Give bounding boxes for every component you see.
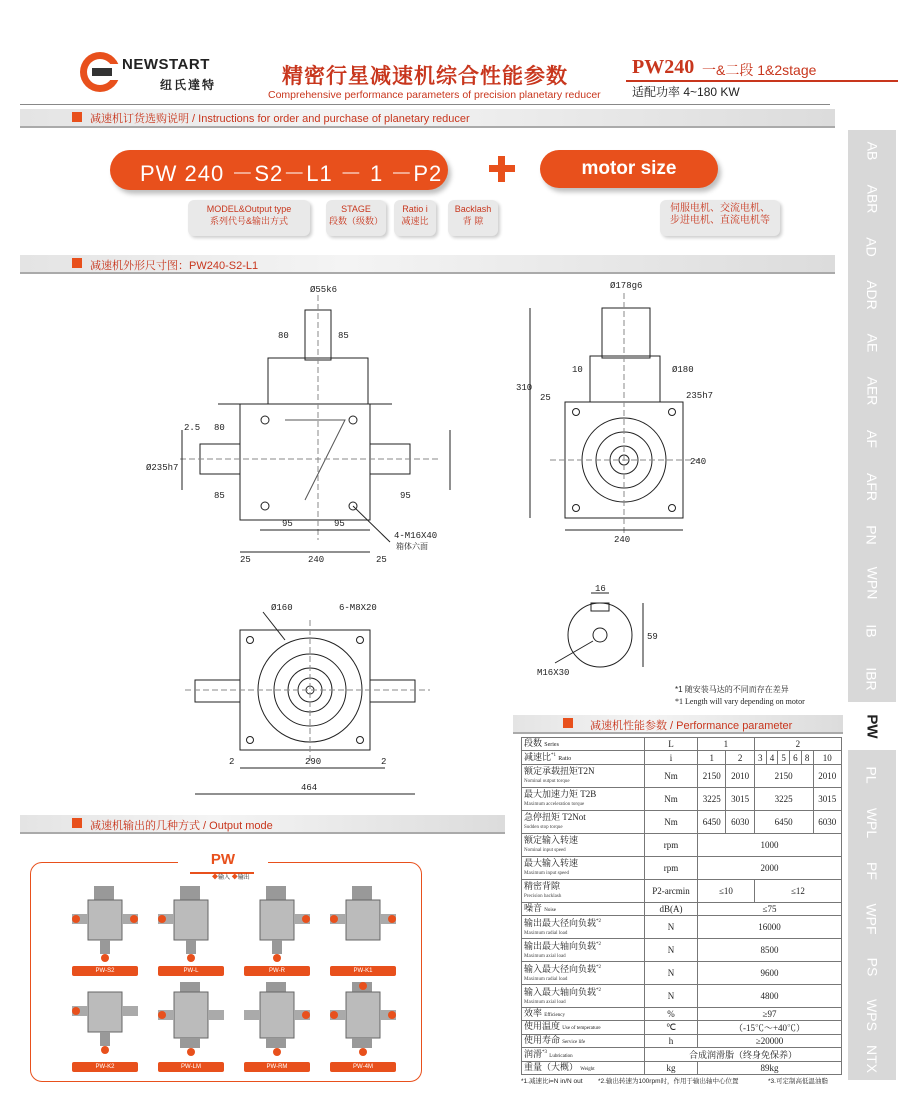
cell-value: 3015 <box>726 788 754 811</box>
annotation-motor <box>660 200 780 236</box>
footnote-2: *2.输出转速为100rpm时，作用于输出轴中心位置 <box>598 1078 739 1085</box>
cell-value: ≤12 <box>754 880 841 903</box>
cell-label-en: Series <box>544 741 559 748</box>
dim-front-thread: 4-M16X40 <box>394 531 438 541</box>
mode-card-r <box>238 884 316 976</box>
table-row <box>522 962 842 985</box>
cell-ratio: 1 <box>698 751 726 765</box>
cell-ratio: 10 <box>813 751 841 765</box>
cell-label-en: Nominal output torque <box>524 778 570 784</box>
tab-ad[interactable] <box>848 226 896 267</box>
cell-value: 2000 <box>698 857 842 880</box>
mode-label: PW-K2 <box>72 1062 138 1072</box>
cell-value: 6450 <box>698 811 726 834</box>
tab-label: PF <box>863 861 880 880</box>
dim-side-shaft: Ø178g6 <box>610 281 643 291</box>
tab-ae[interactable] <box>848 322 896 363</box>
cell-ratio: 3 <box>754 751 766 765</box>
dim-side-240v: 240 <box>690 457 707 467</box>
annotation-model-en: MODEL&Output type <box>206 204 292 214</box>
dim-top-2b: 2 <box>381 757 387 767</box>
cell-value: 4800 <box>698 985 842 1008</box>
annotation-backlash-cn: 背 隙 <box>462 216 484 226</box>
dim-side-flange: 235h7 <box>686 391 714 401</box>
tab-pl[interactable] <box>848 754 896 795</box>
section-marker <box>563 718 573 728</box>
section-marker <box>72 258 82 268</box>
cell-ratio: 6 <box>790 751 802 765</box>
tab-abr[interactable] <box>848 178 896 219</box>
cell-unit: N <box>645 985 698 1008</box>
gearbox-k2-icon <box>66 980 144 1060</box>
mode-card-l <box>152 884 230 976</box>
cell-label: 段数 <box>524 737 543 748</box>
cell-unit: N <box>645 962 698 985</box>
cell-label: 最大加速力矩 T2B <box>524 788 597 799</box>
cell-ratio: 4 <box>766 751 778 765</box>
cell-unit: Nm <box>645 765 698 788</box>
motor-note-2: 步进电机、直流电机等 <box>670 215 770 226</box>
tab-label: PW <box>863 713 881 739</box>
cell-label: 输入最大径向负载 <box>524 963 597 974</box>
cell-unit: Nm <box>645 788 698 811</box>
series-tab-strip <box>848 130 896 1080</box>
cell-label-en: Noise <box>544 907 556 913</box>
section-marker <box>72 112 82 122</box>
tab-af[interactable] <box>848 418 896 459</box>
dim-front-25b: 25 <box>376 555 387 565</box>
cell-label-en: Maximum input speed <box>524 870 569 876</box>
cell-unit: rpm <box>645 857 698 880</box>
output-mode-grid <box>38 884 414 1074</box>
tab-label: NTX <box>864 1044 880 1073</box>
order-code: PW 240 －S2－L1 － 1 －P2 <box>140 161 443 186</box>
table-row <box>522 985 842 1008</box>
cell-value: 16000 <box>698 916 842 939</box>
cell-label-en: Maximum radial load <box>524 976 568 982</box>
tab-pw[interactable] <box>848 702 896 750</box>
dim-key-thread: M16X30 <box>537 668 570 678</box>
brand-name: NEWSTART <box>122 56 210 73</box>
section-title-dimensions: 减速机外形尺寸图：PW240-S2-L1 <box>90 260 259 272</box>
annotation-backlash-en: Backlash <box>454 204 492 214</box>
tab-afr[interactable] <box>848 466 896 507</box>
tab-label: WPF <box>863 902 880 935</box>
table-row <box>522 880 842 903</box>
table-row <box>522 1035 842 1048</box>
dim-front-80: 80 <box>278 331 289 341</box>
tab-pn[interactable] <box>848 514 896 555</box>
cell-value: 8500 <box>698 939 842 962</box>
cell-label: 输入最大轴向负载 <box>524 986 597 997</box>
cell-sup: *2 <box>596 987 602 993</box>
legend-row <box>212 872 250 881</box>
cell-value: 6030 <box>726 811 754 834</box>
cell-unit: kg <box>645 1062 698 1075</box>
cell-sup: *2 <box>596 964 602 970</box>
cell-label-en: Service life <box>562 1039 586 1045</box>
cell-value: 2150 <box>754 765 813 788</box>
tab-label: WPS <box>863 998 880 1031</box>
annotation-ratio-cn: 减速比 <box>401 216 429 226</box>
cell-unit: dB(A) <box>645 903 698 916</box>
cell-value: 合成润滑脂（终身免保养） <box>645 1048 842 1062</box>
cell-value: 3225 <box>754 788 813 811</box>
table-row <box>522 834 842 857</box>
dim-side-310: 310 <box>516 383 533 393</box>
cell-sup: *1 <box>551 753 557 758</box>
tab-wpl[interactable] <box>848 802 896 843</box>
gearbox-lm-icon <box>152 980 230 1060</box>
table-row <box>522 788 842 811</box>
dim-front-85: 85 <box>338 331 349 341</box>
motor-note-1: 伺服电机、交流电机、 <box>670 203 770 214</box>
dim-front-shaft: Ø55k6 <box>310 285 338 295</box>
motor-size-label: motor size <box>581 158 677 179</box>
gearbox-k1-icon <box>324 884 402 964</box>
front-view-drawing <box>140 280 500 575</box>
cell-value: ≥20000 <box>698 1035 842 1048</box>
dim-side-25: 25 <box>540 393 551 403</box>
cell-label: 急停扭矩 T2Not <box>524 811 586 822</box>
mode-label: PW-LM <box>158 1062 224 1072</box>
table-row <box>522 903 842 916</box>
annotation-model-cn: 系列代号&输出方式 <box>209 216 288 226</box>
cell-unit: N <box>645 916 698 939</box>
cell-value: 3015 <box>813 788 841 811</box>
cell-stage2: 2 <box>754 738 841 751</box>
dim-side-240h: 240 <box>614 535 631 545</box>
cell-ratio: 2 <box>726 751 754 765</box>
tab-label: AE <box>864 333 880 352</box>
legend-output: 输出 <box>237 875 250 881</box>
cell-value: （-15℃～+40℃） <box>698 1021 842 1035</box>
cell-value: ≥97 <box>698 1008 842 1021</box>
brand-cn: 纽氏達特 <box>160 78 217 92</box>
cell-value: 2010 <box>813 765 841 788</box>
annotation-ratio-en: Ratio i <box>402 204 428 214</box>
mode-label: PW-L <box>158 966 224 976</box>
page-subtitle: Comprehensive performance parameters of precision planetary reducer <box>268 89 601 101</box>
gearbox-rm-icon <box>238 980 316 1060</box>
section-title-output: 减速机输出的几种方式 / Output mode <box>90 820 273 832</box>
dim-front-80b: 80 <box>214 423 225 433</box>
cell-ratio: 5 <box>778 751 790 765</box>
annotation-model <box>188 200 310 236</box>
tab-aer[interactable] <box>848 370 896 411</box>
cell-value: 1000 <box>698 834 842 857</box>
cell-label: 减速比 <box>524 752 552 762</box>
dim-key-59: 59 <box>647 632 658 642</box>
annotation-stage-cn: 段数（级数） <box>328 216 383 226</box>
cell-value: 9600 <box>698 962 842 985</box>
table-row <box>522 1062 842 1075</box>
cell-ratio: 8 <box>801 751 813 765</box>
cell-label-en: Precision backlash <box>524 893 562 899</box>
cell-value: 89kg <box>698 1062 842 1075</box>
tab-ibr[interactable] <box>848 658 896 699</box>
cell-label: 额定输入转速 <box>524 834 579 845</box>
dim-top-290: 290 <box>305 757 322 767</box>
section-marker <box>72 818 82 828</box>
output-arrow-icon: ◆ <box>231 875 238 881</box>
tab-label: PN <box>863 524 880 545</box>
tab-label: ABR <box>863 184 880 213</box>
cell-unit: h <box>645 1035 698 1048</box>
cell-sup: *2 <box>596 941 602 947</box>
annotation-stage <box>326 200 386 236</box>
tab-label: IBR <box>864 666 880 691</box>
cell-sup: *2 <box>596 918 602 924</box>
table-row <box>522 811 842 834</box>
dim-front-240: 240 <box>308 555 325 565</box>
cell-unit: ℃ <box>645 1021 698 1035</box>
cell-label: 额定承载扭矩T2N <box>524 765 595 776</box>
annotation-stage-en: STAGE <box>341 204 371 214</box>
dim-front-85b: 85 <box>214 491 225 501</box>
tab-adr[interactable] <box>848 274 896 315</box>
cell-unit: % <box>645 1008 698 1021</box>
cell-unit: L <box>645 738 698 751</box>
tab-label: IB <box>863 623 880 638</box>
mode-card-s2 <box>66 884 144 976</box>
cell-unit: N <box>645 939 698 962</box>
cell-label-en: Maximum axial load <box>524 999 566 1005</box>
annotation-backlash <box>448 200 498 236</box>
table-row <box>522 738 842 751</box>
cell-label: 输出最大径向负载 <box>524 917 597 928</box>
gearbox-r-icon <box>238 884 316 964</box>
header-divider <box>20 104 830 105</box>
mode-card-k2 <box>66 980 144 1072</box>
mode-label: PW-K1 <box>330 966 396 976</box>
tab-pf[interactable] <box>848 850 896 891</box>
cell-label: 精密背隙 <box>524 880 561 891</box>
table-row <box>522 1008 842 1021</box>
dim-front-95c: 95 <box>400 491 411 501</box>
motor-length-note-en: *1 Length will vary depending on motor <box>675 697 805 706</box>
table-row <box>522 916 842 939</box>
tab-ib[interactable] <box>848 610 896 651</box>
tab-label: AER <box>863 376 880 405</box>
tab-label: WPL <box>864 807 880 838</box>
table-row <box>522 751 842 765</box>
cell-unit: rpm <box>645 834 698 857</box>
plus-icon-vertical <box>498 156 505 182</box>
tab-ntx[interactable] <box>848 1038 896 1079</box>
mode-card-4m <box>324 980 402 1072</box>
tab-label: PS <box>864 957 880 976</box>
cell-label: 使用寿命 <box>524 1034 561 1045</box>
tab-label: PL <box>864 765 880 784</box>
table-row <box>522 939 842 962</box>
dim-front-95b: 95 <box>334 519 345 529</box>
gearbox-l-icon <box>152 884 230 964</box>
table-row <box>522 765 842 788</box>
dim-front-thread-cn: 箱体六面 <box>396 542 428 551</box>
tab-label: AD <box>863 236 880 257</box>
footnote-3: *3.可定制高低温油脂 <box>768 1078 828 1085</box>
cell-label-en: Nominal input speed <box>524 847 566 853</box>
annotation-ratio <box>394 200 436 236</box>
dim-front-25a: 25 <box>240 555 251 565</box>
tab-label: AB <box>864 141 880 160</box>
tab-label: WPN <box>863 566 880 599</box>
table-row <box>522 1048 842 1062</box>
cell-label: 噪音 <box>524 902 543 913</box>
motor-length-note-cn: *1 随安装马达的不同而存在差异 <box>675 685 789 694</box>
mode-label: PW-R <box>244 966 310 976</box>
mode-label: PW-S2 <box>72 966 138 976</box>
cell-label-en: Maximum acceleration torque <box>524 801 585 807</box>
cell-label-en: Maximum axial load <box>524 953 566 959</box>
mode-label: PW-4M <box>330 1062 396 1072</box>
tab-ps[interactable] <box>848 946 896 987</box>
gearbox-s2-icon <box>66 884 144 964</box>
model-code: PW240 <box>632 56 695 78</box>
cell-label-en: Maximum radial load <box>524 930 568 936</box>
table-row <box>522 1021 842 1035</box>
cell-value: 3225 <box>698 788 726 811</box>
dim-front-2-5: 2.5 <box>184 423 201 433</box>
cell-unit: i <box>645 751 698 765</box>
input-arrow-icon: ◆ <box>212 875 219 881</box>
dim-key-16: 16 <box>595 584 606 594</box>
cell-label-en: Use of temperature <box>562 1026 601 1031</box>
cell-label: 使用温度 <box>524 1021 561 1031</box>
table-row <box>522 857 842 880</box>
tab-ab[interactable] <box>848 130 896 171</box>
footnote-1: *1.减速比i=N in/N out <box>521 1078 583 1085</box>
dim-front-flange: Ø235h7 <box>146 463 179 473</box>
cell-label: 润滑 <box>524 1049 543 1059</box>
section-title-performance: 减速机性能参数 / Performance parameter <box>590 720 793 732</box>
cell-value: 2150 <box>698 765 726 788</box>
output-modes-title: PW <box>210 851 236 868</box>
cell-label: 重量（大概） <box>524 1061 579 1072</box>
cell-value: 2010 <box>726 765 754 788</box>
model-underline <box>626 80 898 82</box>
cell-value: 6450 <box>754 811 813 834</box>
dim-side-180: Ø180 <box>672 365 694 375</box>
cell-label-en: Lubrication <box>549 1054 573 1059</box>
model-stage: 一&二段 1&2stage <box>702 62 817 78</box>
mode-card-rm <box>238 980 316 1072</box>
cell-label-en: Efficiency <box>544 1012 565 1018</box>
performance-table <box>521 737 842 1075</box>
mode-card-lm <box>152 980 230 1072</box>
legend-input: 输入 <box>218 875 231 881</box>
tab-label: AF <box>863 429 880 448</box>
cell-label: 效率 <box>524 1007 543 1018</box>
cell-label-en: Sudden stop torque <box>524 824 563 830</box>
cell-value: ≤10 <box>698 880 755 903</box>
dim-side-10: 10 <box>572 365 583 375</box>
tab-label: ADR <box>864 279 880 310</box>
cell-unit: Nm <box>645 811 698 834</box>
cell-unit: P2-arcmin <box>645 880 698 903</box>
dim-top-pcd: Ø160 <box>271 603 293 613</box>
cell-label: 最大输入转速 <box>524 857 579 868</box>
dim-top-holes: 6-M8X20 <box>339 603 377 613</box>
shaft-key-drawing <box>535 585 670 680</box>
side-view-drawing <box>510 278 714 548</box>
top-view-drawing <box>185 600 445 805</box>
gearbox-4m-icon <box>324 980 402 1060</box>
page-title: 精密行星减速机综合性能参数 <box>282 65 568 88</box>
tab-wps[interactable] <box>848 994 896 1035</box>
dim-top-464: 464 <box>301 783 318 793</box>
cell-sup: *3 <box>542 1050 548 1055</box>
cell-stage1: 1 <box>698 738 755 751</box>
cell-label-en: Weight <box>580 1066 595 1072</box>
tab-wpf[interactable] <box>848 898 896 939</box>
mode-label: PW-RM <box>244 1062 310 1072</box>
section-title-order: 减速机订货选购说明 / Instructions for order and purchase of planetary reducer <box>90 113 470 125</box>
cell-value: ≤75 <box>698 903 842 916</box>
tab-label: AFR <box>864 472 880 501</box>
dim-front-95a: 95 <box>282 519 293 529</box>
dim-top-2a: 2 <box>229 757 235 767</box>
cell-label: 输出最大轴向负载 <box>524 940 597 951</box>
power-range: 适配功率 4~180 KW <box>632 85 740 99</box>
cell-value: 6030 <box>813 811 841 834</box>
cell-label-en: Ratio <box>558 756 572 762</box>
mode-card-k1 <box>324 884 402 976</box>
newstart-logo-icon <box>78 50 122 94</box>
tab-wpn[interactable] <box>848 562 896 603</box>
